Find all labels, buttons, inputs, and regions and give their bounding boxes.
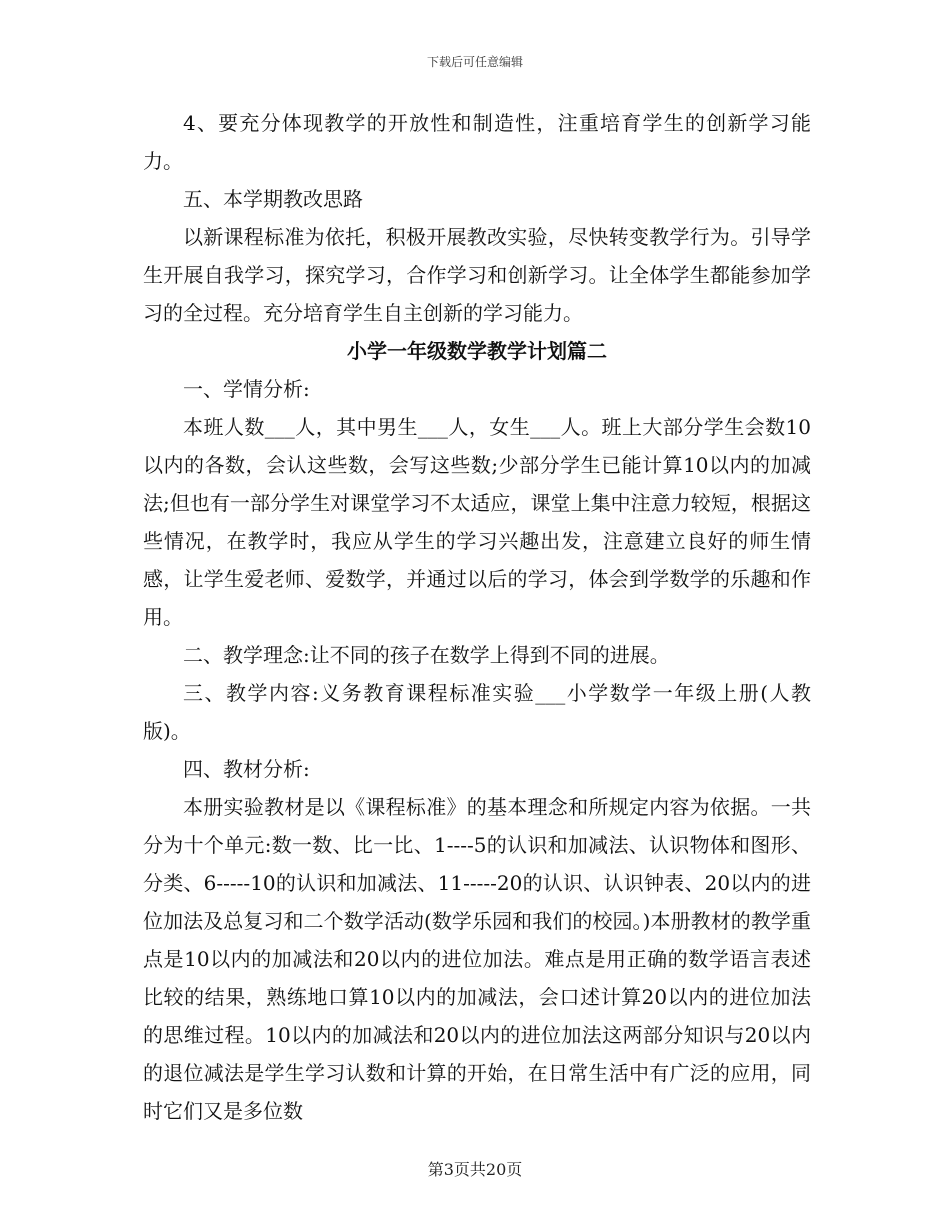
document-body <box>143 104 811 1130</box>
page-number: 第3页共20页 <box>427 1160 523 1179</box>
paragraph-teaching-philosophy: 二、教学理念:让不同的孩子在数学上得到不同的进展。 <box>183 643 670 667</box>
heading-textbook-analysis: 四、教材分析: <box>183 757 310 781</box>
paragraph-textbook-analysis: 本册实验教材是以《课程标准》的基本理念和所规定内容为依据。一共分为十个单元:数一数、比一比、1----5的认识和加减法、认识物体和图形、分类、6-----10的认识和加减法、11-----20的认识、认识钟表、20以内的进位加法及总复习和二个数学活动(数学乐园和我们的校园。)本册教材的教学重点是10以内的加减法和20以内的进位加法。难点是用正确的数学语言表述比较的结果，熟练地口算10以内的加减法，会口述计算20以内的进位加法的思维过程。10以内的加减法和20以内的进位加法这两部分知识与20以内的退位减法是学生学习认数和计算的开始，在日常生活中有广泛的应用，同时它们又是多位数 <box>143 795 811 1123</box>
paragraph-innovation: 4、要充分体现教学的开放性和制造性，注重培育学生的创新学习能力。 <box>143 111 811 173</box>
paragraph-student-analysis: 本班人数___人，其中男生___人，女生___人。班上大部分学生会数10以内的各数，会认这些数，会写这些数;少部分学生已能计算10以内的加减法;但也有一部分学生对课堂学习不太适应，课堂上集中注意力较短，根据这些情况，在教学时，我应从学生的学习兴趣出发，注意建立良好的师生情感，让学生爱老师、爱数学，并通过以后的学习，体会到学数学的乐趣和作用。 <box>143 415 811 629</box>
paragraph-teaching-content: 三、教学内容:义务教育课程标准实验___小学数学一年级上册(人教版)。 <box>143 681 811 743</box>
heading-reform-ideas: 五、本学期教改思路 <box>183 187 363 211</box>
heading-student-analysis: 一、学情分析: <box>183 377 310 401</box>
section-title: 小学一年级数学教学计划篇二 <box>347 339 607 363</box>
page-header: 下载后可任意编辑 <box>426 55 523 69</box>
paragraph-reform-ideas: 以新课程标准为依托，积极开展教改实验，尽快转变教学行为。引导学生开展自我学习，探究学习，合作学习和创新学习。让全体学生都能参加学习的全过程。充分培育学生自主创新的学习能力。 <box>143 225 811 325</box>
